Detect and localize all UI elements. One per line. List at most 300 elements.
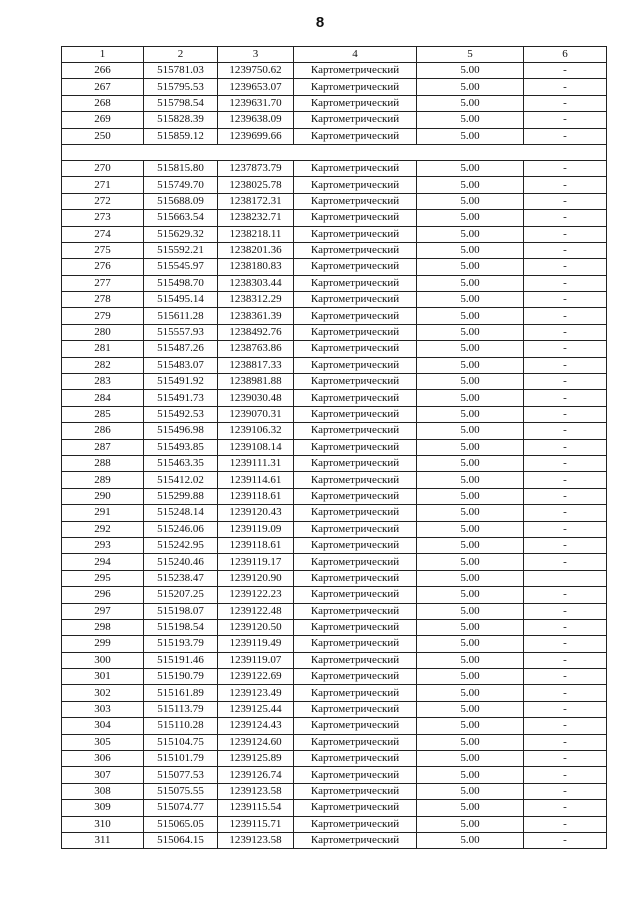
- table-cell-col-1: 311: [62, 832, 144, 848]
- table-cell-col-1: 295: [62, 570, 144, 586]
- table-cell-col-1: 280: [62, 324, 144, 340]
- table-cell-col-1: 297: [62, 603, 144, 619]
- table-cell-col-5: 5.00: [417, 783, 524, 799]
- table-cell-col-4: Картометрический: [294, 308, 417, 324]
- table-row: [62, 259, 607, 275]
- table-cell-col-6: -: [524, 242, 607, 258]
- table-cell-col-2: 515795.53: [144, 79, 218, 95]
- table-cell-col-2: 515299.88: [144, 488, 218, 504]
- table-cell-col-5: 5.00: [417, 570, 524, 586]
- table-cell-col-1: 285: [62, 406, 144, 422]
- table-cell-col-1: 283: [62, 374, 144, 390]
- table-cell-col-4: Картометрический: [294, 718, 417, 734]
- table-cell-col-4: Картометрический: [294, 439, 417, 455]
- table-cell-col-5: 5.00: [417, 587, 524, 603]
- table-cell-col-1: 271: [62, 177, 144, 193]
- table-cell-col-3: 1239125.44: [218, 701, 294, 717]
- table-cell-col-5: 5.00: [417, 734, 524, 750]
- table-cell-col-1: 303: [62, 701, 144, 717]
- table-cell-col-1: 278: [62, 292, 144, 308]
- table-cell-col-1: 305: [62, 734, 144, 750]
- table-cell-col-1: 309: [62, 800, 144, 816]
- table-cell-col-5: 5.00: [417, 95, 524, 111]
- table-cell-col-2: 515781.03: [144, 63, 218, 79]
- table-cell-col-6: -: [524, 193, 607, 209]
- table-cell-col-4: Картометрический: [294, 619, 417, 635]
- table-cell-col-4: Картометрический: [294, 472, 417, 488]
- table-cell-col-1: 266: [62, 63, 144, 79]
- table-row: [62, 160, 607, 176]
- table-row: [62, 701, 607, 717]
- table-cell-col-3: 1239119.09: [218, 521, 294, 537]
- table-cell-col-3: 1238201.36: [218, 242, 294, 258]
- table-row: [62, 734, 607, 750]
- table-cell-col-5: 5.00: [417, 537, 524, 553]
- table-cell-col-6: -: [524, 324, 607, 340]
- table-cell-col-1: 279: [62, 308, 144, 324]
- table-cell-col-2: 515688.09: [144, 193, 218, 209]
- table-cell-col-2: 515498.70: [144, 275, 218, 291]
- table-cell-col-5: 5.00: [417, 259, 524, 275]
- table-cell-col-4: Картометрический: [294, 505, 417, 521]
- table-cell-col-1: 296: [62, 587, 144, 603]
- table-row: [62, 275, 607, 291]
- table-cell-col-1: 300: [62, 652, 144, 668]
- table-cell-col-2: 515238.47: [144, 570, 218, 586]
- table-body-section-1: [62, 63, 607, 145]
- table-cell-col-4: Картометрический: [294, 537, 417, 553]
- column-header: 5: [417, 47, 524, 63]
- table-cell-col-5: 5.00: [417, 226, 524, 242]
- column-header: 2: [144, 47, 218, 63]
- blank-cell: [62, 144, 607, 160]
- table-cell-col-4: Картометрический: [294, 357, 417, 373]
- table-row: [62, 193, 607, 209]
- table-cell-col-2: 515491.92: [144, 374, 218, 390]
- table-cell-col-4: Картометрический: [294, 488, 417, 504]
- table-cell-col-4: Картометрический: [294, 259, 417, 275]
- table-cell-col-1: 304: [62, 718, 144, 734]
- table-row: [62, 570, 607, 586]
- table-row: [62, 374, 607, 390]
- column-header: 3: [218, 47, 294, 63]
- table-cell-col-6: -: [524, 226, 607, 242]
- table-cell-col-3: 1239118.61: [218, 488, 294, 504]
- table-cell-col-1: 293: [62, 537, 144, 553]
- table-separator: [62, 144, 607, 160]
- table-cell-col-5: 5.00: [417, 718, 524, 734]
- table-cell-col-3: 1239119.49: [218, 636, 294, 652]
- table-cell-col-5: 5.00: [417, 439, 524, 455]
- table-cell-col-4: Картометрический: [294, 193, 417, 209]
- table-cell-col-2: 515492.53: [144, 406, 218, 422]
- table-cell-col-1: 306: [62, 751, 144, 767]
- column-header: 1: [62, 47, 144, 63]
- table-cell-col-2: 515663.54: [144, 210, 218, 226]
- table-cell-col-1: 292: [62, 521, 144, 537]
- table-cell-col-6: -: [524, 472, 607, 488]
- table-cell-col-4: Картометрический: [294, 128, 417, 144]
- table-cell-col-5: 5.00: [417, 669, 524, 685]
- table-cell-col-1: 286: [62, 423, 144, 439]
- table-cell-col-2: 515493.85: [144, 439, 218, 455]
- table-cell-col-2: 515193.79: [144, 636, 218, 652]
- table-cell-col-5: 5.00: [417, 160, 524, 176]
- table-cell-col-2: 515592.21: [144, 242, 218, 258]
- table-cell-col-1: 276: [62, 259, 144, 275]
- table-cell-col-4: Картометрический: [294, 521, 417, 537]
- table-cell-col-6: -: [524, 619, 607, 635]
- table-row: [62, 177, 607, 193]
- table-cell-col-4: Картометрический: [294, 636, 417, 652]
- table-cell-col-4: Картометрический: [294, 374, 417, 390]
- table-cell-col-6: -: [524, 652, 607, 668]
- table-cell-col-5: 5.00: [417, 275, 524, 291]
- table-row: [62, 587, 607, 603]
- table-cell-col-3: 1238172.31: [218, 193, 294, 209]
- table-cell-col-4: Картометрический: [294, 324, 417, 340]
- table-cell-col-6: -: [524, 390, 607, 406]
- table-cell-col-3: 1238232.71: [218, 210, 294, 226]
- table-cell-col-6: -: [524, 554, 607, 570]
- table-cell-col-2: 515075.55: [144, 783, 218, 799]
- table-cell-col-5: 5.00: [417, 767, 524, 783]
- table-cell-col-4: Картометрический: [294, 800, 417, 816]
- table-cell-col-4: Картометрический: [294, 652, 417, 668]
- table-cell-col-4: Картометрический: [294, 177, 417, 193]
- table-cell-col-6: -: [524, 800, 607, 816]
- table-row: [62, 390, 607, 406]
- table-cell-col-6: -: [524, 718, 607, 734]
- table-cell-col-1: 268: [62, 95, 144, 111]
- table-cell-col-3: 1239119.17: [218, 554, 294, 570]
- table-cell-col-4: Картометрический: [294, 242, 417, 258]
- table-cell-col-3: 1239106.32: [218, 423, 294, 439]
- table-row: [62, 783, 607, 799]
- table-cell-col-1: 288: [62, 455, 144, 471]
- table-cell-col-4: Картометрический: [294, 832, 417, 848]
- table-cell-col-5: 5.00: [417, 292, 524, 308]
- table-cell-col-5: 5.00: [417, 390, 524, 406]
- table-cell-col-3: 1238763.86: [218, 341, 294, 357]
- table-cell-col-2: 515487.26: [144, 341, 218, 357]
- table-row: [62, 242, 607, 258]
- table-row: [62, 292, 607, 308]
- table-cell-col-6: -: [524, 423, 607, 439]
- table-cell-col-2: 515104.75: [144, 734, 218, 750]
- table-cell-col-3: 1239030.48: [218, 390, 294, 406]
- table-cell-col-2: 515749.70: [144, 177, 218, 193]
- table-cell-col-3: 1238303.44: [218, 275, 294, 291]
- table-cell-col-6: -: [524, 275, 607, 291]
- table-cell-col-2: 515198.54: [144, 619, 218, 635]
- table-cell-col-5: 5.00: [417, 210, 524, 226]
- table-cell-col-1: 294: [62, 554, 144, 570]
- table-row: [62, 832, 607, 848]
- table-cell-col-5: 5.00: [417, 554, 524, 570]
- table-row: [62, 537, 607, 553]
- table-cell-col-5: 5.00: [417, 357, 524, 373]
- table-cell-col-3: 1239699.66: [218, 128, 294, 144]
- table-cell-col-5: 5.00: [417, 505, 524, 521]
- table-cell-col-3: 1239124.60: [218, 734, 294, 750]
- table-cell-col-5: 5.00: [417, 652, 524, 668]
- table-cell-col-2: 515798.54: [144, 95, 218, 111]
- table-cell-col-5: 5.00: [417, 177, 524, 193]
- table-cell-col-5: 5.00: [417, 128, 524, 144]
- table-cell-col-5: 5.00: [417, 63, 524, 79]
- table-cell-col-1: 308: [62, 783, 144, 799]
- table-cell-col-5: 5.00: [417, 603, 524, 619]
- table-cell-col-6: -: [524, 406, 607, 422]
- table-cell-col-3: 1239126.74: [218, 767, 294, 783]
- table-cell-col-6: -: [524, 374, 607, 390]
- table-cell-col-2: 515064.15: [144, 832, 218, 848]
- table-cell-col-3: 1239638.09: [218, 112, 294, 128]
- table-row: [62, 652, 607, 668]
- table-cell-col-1: 299: [62, 636, 144, 652]
- table-cell-col-5: 5.00: [417, 79, 524, 95]
- table-cell-col-1: 291: [62, 505, 144, 521]
- table-cell-col-5: 5.00: [417, 685, 524, 701]
- table-row: [62, 603, 607, 619]
- table-cell-col-4: Картометрический: [294, 423, 417, 439]
- table-cell-col-4: Картометрический: [294, 79, 417, 95]
- table-row: [62, 521, 607, 537]
- table-cell-col-3: 1239120.90: [218, 570, 294, 586]
- page-number: 8: [315, 14, 325, 31]
- table-cell-col-4: Картометрический: [294, 341, 417, 357]
- table-cell-col-5: 5.00: [417, 751, 524, 767]
- table-cell-col-4: Картометрический: [294, 783, 417, 799]
- table-cell-col-3: 1239750.62: [218, 63, 294, 79]
- table-cell-col-6: -: [524, 669, 607, 685]
- table-cell-col-3: 1239122.48: [218, 603, 294, 619]
- table-cell-col-1: 290: [62, 488, 144, 504]
- table-cell-col-3: 1239120.50: [218, 619, 294, 635]
- table-cell-col-4: Картометрический: [294, 570, 417, 586]
- table-cell-col-2: 515190.79: [144, 669, 218, 685]
- table-cell-col-4: Картометрический: [294, 112, 417, 128]
- table-cell-col-3: 1238180.83: [218, 259, 294, 275]
- table-row: [62, 685, 607, 701]
- table-cell-col-5: 5.00: [417, 816, 524, 832]
- table-cell-col-3: 1239125.89: [218, 751, 294, 767]
- table-cell-col-2: 515113.79: [144, 701, 218, 717]
- table-cell-col-3: 1239120.43: [218, 505, 294, 521]
- table-cell-col-1: 267: [62, 79, 144, 95]
- table-cell-col-3: 1239653.07: [218, 79, 294, 95]
- table-cell-col-5: 5.00: [417, 701, 524, 717]
- table-cell-col-2: 515065.05: [144, 816, 218, 832]
- table-cell-col-2: 515246.06: [144, 521, 218, 537]
- table-cell-col-2: 515412.02: [144, 472, 218, 488]
- blank-row: [62, 144, 607, 160]
- table-cell-col-4: Картометрический: [294, 685, 417, 701]
- table-cell-col-5: 5.00: [417, 374, 524, 390]
- table-cell-col-1: 272: [62, 193, 144, 209]
- table-row: [62, 423, 607, 439]
- table-cell-col-2: 515496.98: [144, 423, 218, 439]
- table-cell-col-3: 1239115.71: [218, 816, 294, 832]
- table-cell-col-1: 282: [62, 357, 144, 373]
- table-row: [62, 226, 607, 242]
- table-cell-col-1: 270: [62, 160, 144, 176]
- table-cell-col-6: -: [524, 751, 607, 767]
- table-cell-col-2: 515242.95: [144, 537, 218, 553]
- table-cell-col-6: -: [524, 783, 607, 799]
- table-cell-col-4: Картометрический: [294, 406, 417, 422]
- table-cell-col-2: 515629.32: [144, 226, 218, 242]
- table-cell-col-5: 5.00: [417, 636, 524, 652]
- table-cell-col-5: 5.00: [417, 800, 524, 816]
- column-header: 4: [294, 47, 417, 63]
- table-row: [62, 718, 607, 734]
- table-cell-col-3: 1239111.31: [218, 455, 294, 471]
- table-row: [62, 406, 607, 422]
- table-cell-col-4: Картометрический: [294, 226, 417, 242]
- table-cell-col-1: 287: [62, 439, 144, 455]
- table-cell-col-3: 1238025.78: [218, 177, 294, 193]
- table-cell-col-3: 1239108.14: [218, 439, 294, 455]
- table-row: [62, 816, 607, 832]
- table-cell-col-6: -: [524, 701, 607, 717]
- table-cell-col-4: Картометрический: [294, 455, 417, 471]
- table-cell-col-4: Картометрический: [294, 816, 417, 832]
- table-cell-col-6: -: [524, 308, 607, 324]
- table-cell-col-3: 1239631.70: [218, 95, 294, 111]
- table-row: [62, 357, 607, 373]
- table-header-row: [62, 47, 607, 63]
- table-cell-col-1: 310: [62, 816, 144, 832]
- table-cell-col-1: 277: [62, 275, 144, 291]
- table-cell-col-2: 515545.97: [144, 259, 218, 275]
- table-cell-col-3: 1239122.23: [218, 587, 294, 603]
- table-row: [62, 63, 607, 79]
- table-cell-col-4: Картометрический: [294, 63, 417, 79]
- table-cell-col-2: 515101.79: [144, 751, 218, 767]
- table-cell-col-1: 301: [62, 669, 144, 685]
- table-cell-col-6: -: [524, 488, 607, 504]
- table-row: [62, 669, 607, 685]
- table-cell-col-1: 307: [62, 767, 144, 783]
- coordinates-table: [61, 46, 607, 849]
- table-cell-col-4: Картометрический: [294, 734, 417, 750]
- table-cell-col-6: -: [524, 341, 607, 357]
- table-cell-col-6: -: [524, 128, 607, 144]
- table-cell-col-4: Картометрический: [294, 275, 417, 291]
- table-cell-col-6: -: [524, 210, 607, 226]
- table-row: [62, 439, 607, 455]
- table-cell-col-1: 274: [62, 226, 144, 242]
- table-cell-col-4: Картометрический: [294, 95, 417, 111]
- table-cell-col-2: 515248.14: [144, 505, 218, 521]
- table-cell-col-6: -: [524, 439, 607, 455]
- table-row: [62, 767, 607, 783]
- table-cell-col-5: 5.00: [417, 619, 524, 635]
- table-cell-col-4: Картометрический: [294, 603, 417, 619]
- table-row: [62, 488, 607, 504]
- table-cell-col-5: 5.00: [417, 472, 524, 488]
- table-cell-col-5: 5.00: [417, 193, 524, 209]
- table-cell-col-6: -: [524, 177, 607, 193]
- table-cell-col-3: 1239123.58: [218, 832, 294, 848]
- table-cell-col-1: 281: [62, 341, 144, 357]
- table-row: [62, 324, 607, 340]
- table-cell-col-6: -: [524, 357, 607, 373]
- table-body-section-2: [62, 160, 607, 848]
- table-cell-col-5: 5.00: [417, 832, 524, 848]
- table-cell-col-6: -: [524, 79, 607, 95]
- table-cell-col-6: -: [524, 537, 607, 553]
- table-cell-col-5: 5.00: [417, 112, 524, 128]
- table-cell-col-5: 5.00: [417, 308, 524, 324]
- table-cell-col-2: 515110.28: [144, 718, 218, 734]
- table-cell-col-3: 1239123.58: [218, 783, 294, 799]
- table-row: [62, 308, 607, 324]
- table-cell-col-4: Картометрический: [294, 701, 417, 717]
- table-cell-col-3: 1239122.69: [218, 669, 294, 685]
- table-cell-col-3: 1239070.31: [218, 406, 294, 422]
- table-cell-col-6: -: [524, 505, 607, 521]
- table-cell-col-3: 1239119.07: [218, 652, 294, 668]
- table-row: [62, 112, 607, 128]
- table-cell-col-4: Картометрический: [294, 669, 417, 685]
- table-row: [62, 341, 607, 357]
- table-cell-col-1: 269: [62, 112, 144, 128]
- table-cell-col-6: -: [524, 636, 607, 652]
- table-row: [62, 95, 607, 111]
- table-cell-col-2: 515483.07: [144, 357, 218, 373]
- table-cell-col-6: -: [524, 685, 607, 701]
- table-cell-col-6: -: [524, 112, 607, 128]
- table-row: [62, 636, 607, 652]
- table-cell-col-5: 5.00: [417, 455, 524, 471]
- table-row: [62, 619, 607, 635]
- table-cell-col-6: -: [524, 292, 607, 308]
- table-cell-col-2: 515198.07: [144, 603, 218, 619]
- table-cell-col-4: Картометрический: [294, 390, 417, 406]
- table-cell-col-5: 5.00: [417, 341, 524, 357]
- table-row: [62, 800, 607, 816]
- table-cell-col-4: Картометрический: [294, 160, 417, 176]
- table-cell-col-2: 515207.25: [144, 587, 218, 603]
- table-cell-col-3: 1238492.76: [218, 324, 294, 340]
- table-cell-col-3: 1239118.61: [218, 537, 294, 553]
- table-cell-col-2: 515074.77: [144, 800, 218, 816]
- table-cell-col-6: -: [524, 587, 607, 603]
- table-cell-col-2: 515161.89: [144, 685, 218, 701]
- table-cell-col-5: 5.00: [417, 406, 524, 422]
- table-cell-col-1: 275: [62, 242, 144, 258]
- table-cell-col-4: Картометрический: [294, 587, 417, 603]
- table-cell-col-2: 515859.12: [144, 128, 218, 144]
- table-cell-col-1: 302: [62, 685, 144, 701]
- table-row: [62, 505, 607, 521]
- table-row: [62, 472, 607, 488]
- table-cell-col-2: 515828.39: [144, 112, 218, 128]
- table-cell-col-3: 1238218.11: [218, 226, 294, 242]
- table-row: [62, 554, 607, 570]
- table-cell-col-5: 5.00: [417, 242, 524, 258]
- table-cell-col-6: -: [524, 832, 607, 848]
- table-cell-col-2: 515191.46: [144, 652, 218, 668]
- table-cell-col-3: 1239114.61: [218, 472, 294, 488]
- table-cell-col-3: 1239124.43: [218, 718, 294, 734]
- table-cell-col-2: 515077.53: [144, 767, 218, 783]
- column-header: 6: [524, 47, 607, 63]
- table-cell-col-2: 515557.93: [144, 324, 218, 340]
